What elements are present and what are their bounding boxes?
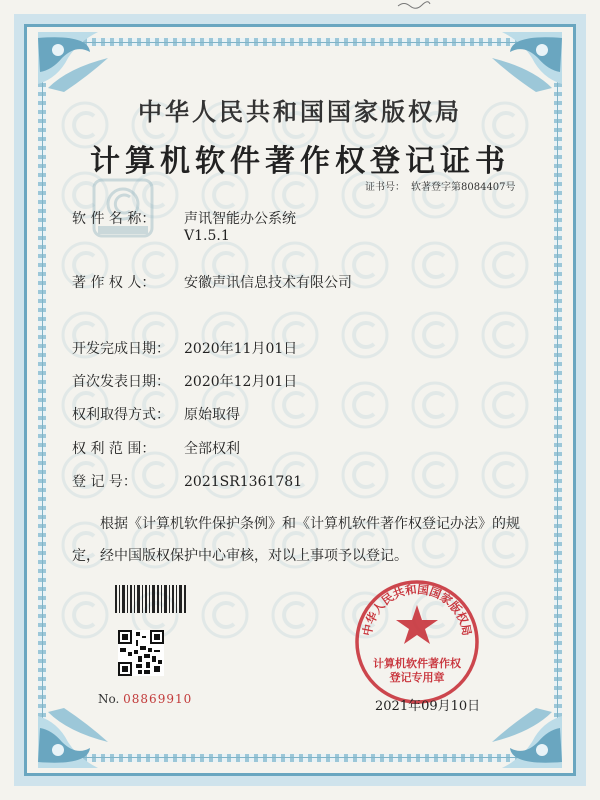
- seal-arc-text: 中华人民共和国国家版权局: [359, 582, 475, 637]
- field-publication-date: 首次发表日期： 2020年12月01日: [72, 374, 298, 390]
- certification-paragraph: 根据《计算机软件保护条例》和《计算机软件著作权登记办法》的规定，经中国版权保护中心审核，对以上事项予以登记。: [72, 516, 520, 564]
- field-software-name: 软 件 名 称： 声讯智能办公系统: [72, 211, 296, 227]
- certificate-number: 证书号： 软著登字第8084407号: [365, 182, 516, 193]
- field-software-version: V1.5.1: [184, 228, 230, 244]
- qr-code-icon: [118, 630, 164, 676]
- field-acquisition-method: 权利取得方式： 原始取得: [72, 407, 240, 423]
- barcode-icon: [115, 585, 187, 613]
- certificate-title: 计算机软件著作权登记证书: [90, 144, 510, 179]
- official-seal-icon: [352, 577, 482, 707]
- serial-number: No. 08869910: [98, 692, 193, 706]
- handwritten-mark-icon: [396, 0, 432, 10]
- issue-date: 2021年09月10日: [375, 699, 481, 714]
- field-development-date: 开发完成日期： 2020年11月01日: [72, 341, 298, 357]
- field-registration-number: 登 记 号： 2021SR1361781: [72, 474, 303, 490]
- field-copyright-owner: 著 作 权 人： 安徽声讯信息技术有限公司: [72, 275, 352, 291]
- seal-text-line2: 登记专用章: [389, 671, 445, 684]
- seal-text-line1: 计算机软件著作权: [373, 657, 461, 670]
- issuing-agency: 中华人民共和国国家版权局: [138, 97, 462, 126]
- field-rights-scope: 权 利 范 围： 全部权利: [72, 441, 240, 457]
